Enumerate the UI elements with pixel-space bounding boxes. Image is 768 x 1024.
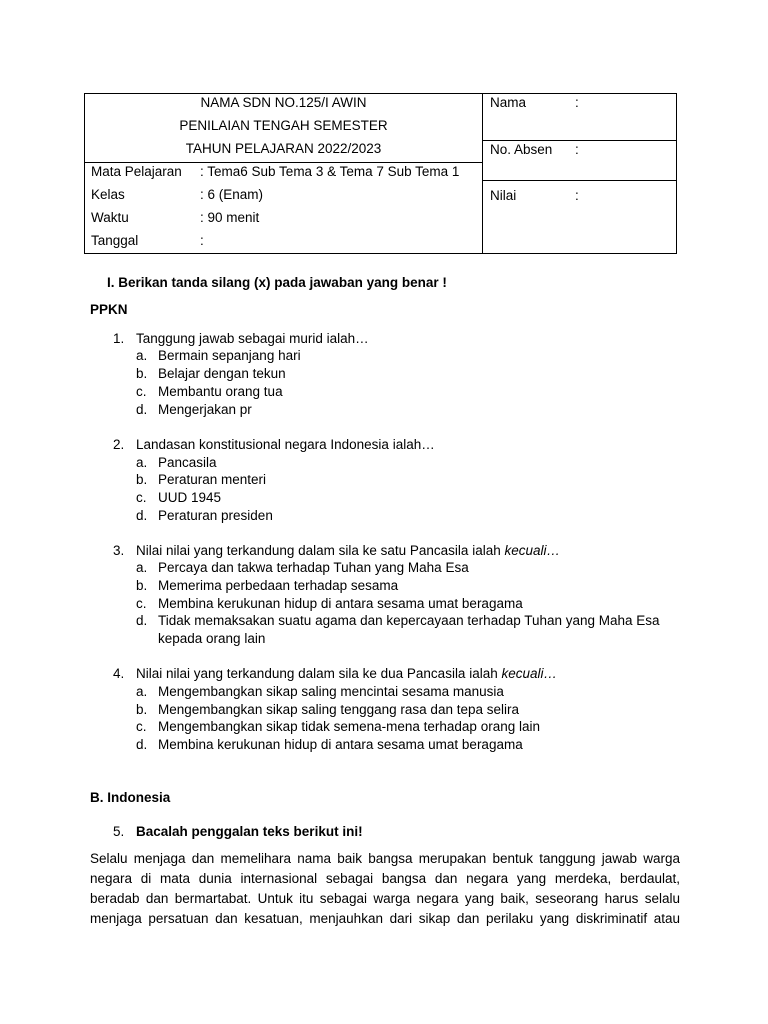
academic-year: TAHUN PELAJARAN 2022/2023 bbox=[185, 141, 382, 156]
class-label: Kelas bbox=[91, 187, 125, 202]
date-value: : bbox=[200, 233, 204, 248]
option-text: Peraturan menteri bbox=[158, 472, 267, 487]
option-letter: a. bbox=[136, 348, 148, 363]
option-text: Mengembangkan sikap tidak semena-mena terhadap orang lain bbox=[158, 719, 540, 734]
question-emphasis: kecuali… bbox=[501, 666, 558, 681]
option-text: Membina kerukunan hidup di antara sesama umat beragama bbox=[158, 737, 523, 752]
option-text: Pancasila bbox=[158, 455, 217, 470]
name-colon: : bbox=[575, 95, 579, 110]
option-letter: d. bbox=[136, 508, 148, 523]
exam-title: PENILAIAN TENGAH SEMESTER bbox=[179, 118, 388, 133]
option-letter: d. bbox=[136, 402, 148, 417]
subject-value: : Tema6 Sub Tema 3 & Tema 7 Sub Tema 1 bbox=[200, 164, 460, 179]
score-label: Nilai bbox=[490, 188, 517, 203]
option-letter: a. bbox=[136, 560, 148, 575]
question-emphasis: kecuali… bbox=[504, 543, 560, 558]
question-number: 2. bbox=[113, 437, 125, 452]
option-letter: c. bbox=[136, 490, 147, 505]
question-number: 3. bbox=[113, 543, 125, 558]
subject-label: Mata Pelajaran bbox=[91, 164, 182, 179]
option-letter: a. bbox=[136, 455, 148, 470]
question-number: 4. bbox=[113, 666, 125, 681]
section-heading-ppkn: PPKN bbox=[90, 302, 128, 317]
option-letter: b. bbox=[136, 366, 148, 381]
option-text-continued: kepada orang lain bbox=[158, 631, 266, 646]
option-letter: c. bbox=[136, 596, 147, 611]
question-text: Bacalah penggalan teks berikut ini! bbox=[136, 824, 363, 839]
question-text: Landasan konstitusional negara Indonesia ialah… bbox=[136, 437, 435, 452]
section-heading-indonesia: B. Indonesia bbox=[90, 790, 171, 805]
question-text: Nilai nilai yang terkandung dalam sila ke dua Pancasila ialah kecuali… bbox=[136, 666, 558, 681]
option-letter: b. bbox=[136, 702, 148, 717]
option-text: Mengembangkan sikap saling tenggang rasa dan tepa selira bbox=[158, 702, 519, 717]
question-number: 5. bbox=[113, 824, 125, 839]
reading-passage bbox=[90, 849, 680, 929]
option-text: Percaya dan takwa terhadap Tuhan yang Maha Esa bbox=[158, 560, 469, 575]
school-name: NAMA SDN NO.125/I AWIN bbox=[200, 95, 367, 110]
passage-line: negara di mata dunia internasional sebagai bangsa dan negara yang merdeka, berdaulat, bbox=[90, 871, 680, 886]
absen-label: No. Absen bbox=[490, 142, 553, 157]
date-label: Tanggal bbox=[91, 233, 139, 248]
table-divider bbox=[482, 180, 676, 181]
question-text: Nilai nilai yang terkandung dalam sila ke satu Pancasila ialah kecuali… bbox=[136, 543, 560, 558]
option-text: Bermain sepanjang hari bbox=[158, 348, 301, 363]
table-divider bbox=[482, 94, 483, 253]
option-letter: c. bbox=[136, 719, 147, 734]
name-label: Nama bbox=[490, 95, 527, 110]
passage-line: beradab dan bermartabat. Untuk itu sebagai warga negara yang baik, seseorang harus selalu bbox=[90, 891, 680, 906]
time-label: Waktu bbox=[91, 210, 129, 225]
score-colon: : bbox=[575, 188, 579, 203]
option-text: Mengembangkan sikap saling mencintai sesama manusia bbox=[158, 684, 504, 699]
header-table bbox=[84, 93, 677, 254]
class-value: : 6 (Enam) bbox=[200, 187, 264, 202]
absen-colon: : bbox=[575, 142, 579, 157]
option-letter: c. bbox=[136, 384, 147, 399]
option-letter: b. bbox=[136, 472, 148, 487]
option-text: Membantu orang tua bbox=[158, 384, 283, 399]
option-text: Belajar dengan tekun bbox=[158, 366, 286, 381]
time-value: : 90 menit bbox=[200, 210, 260, 225]
option-letter: d. bbox=[136, 613, 148, 628]
passage-line: Selalu menjaga dan memelihara nama baik bangsa merupakan bentuk tanggung jawab warga bbox=[90, 851, 680, 866]
option-text: Peraturan presiden bbox=[158, 508, 273, 523]
option-text: Mengerjakan pr bbox=[158, 402, 252, 417]
instruction: I. Berikan tanda silang (x) pada jawaban yang benar ! bbox=[107, 275, 447, 290]
question-text: Tanggung jawab sebagai murid ialah… bbox=[136, 331, 369, 346]
option-text: Membina kerukunan hidup di antara sesama umat beragama bbox=[158, 596, 523, 611]
table-divider bbox=[85, 162, 482, 163]
question-number: 1. bbox=[113, 331, 125, 346]
option-text: Memerima perbedaan terhadap sesama bbox=[158, 578, 399, 593]
option-text: UUD 1945 bbox=[158, 490, 222, 505]
table-divider bbox=[482, 140, 676, 141]
passage-line: menjaga persatuan dan kesatuan, menjauhkan dari sikap dan perilaku yang diskriminatif atau bbox=[90, 911, 680, 926]
option-letter: d. bbox=[136, 737, 148, 752]
option-letter: b. bbox=[136, 578, 148, 593]
option-text: Tidak memaksakan suatu agama dan kepercayaan terhadap Tuhan yang Maha Esa bbox=[158, 613, 660, 628]
option-letter: a. bbox=[136, 684, 148, 699]
